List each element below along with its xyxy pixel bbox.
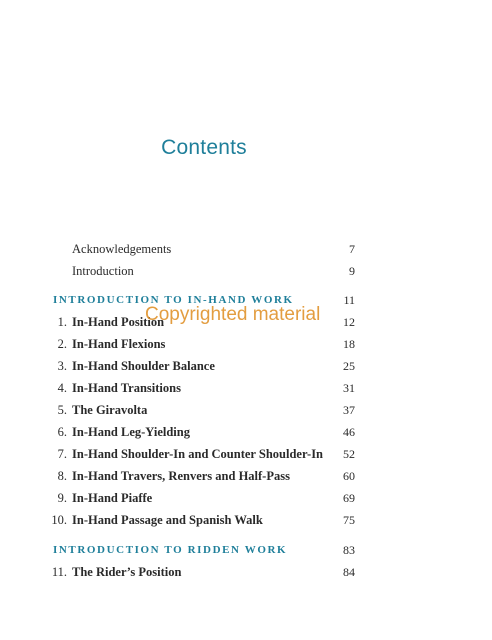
toc-entry-label: Introduction [72, 264, 134, 278]
toc-chapter[interactable] [0, 510, 492, 530]
chapter-title: In-Hand Travers, Renvers and Half-Pass [72, 469, 290, 483]
chapter-number: 1. [57, 315, 67, 329]
chapter-title: In-Hand Shoulder-In and Counter Shoulder-In [72, 447, 324, 461]
chapter-number: 9. [57, 491, 67, 505]
chapter-title: In-Hand Flexions [72, 337, 166, 351]
chapter-title: In-Hand Passage and Spanish Walk [72, 513, 263, 527]
chapter-number: 3. [57, 359, 67, 373]
chapter-page: 31 [343, 381, 355, 395]
chapter-page: 18 [343, 337, 355, 351]
page-title: Contents [161, 136, 247, 159]
toc-chapter[interactable] [0, 562, 492, 582]
toc-chapter[interactable] [0, 356, 492, 376]
toc-chapter[interactable] [0, 466, 492, 486]
chapter-number: 11. [51, 565, 67, 579]
toc-section-label: INTRODUCTION TO IN-HAND WORK [53, 294, 294, 306]
toc-section[interactable] [0, 540, 492, 560]
chapter-number: 7. [57, 447, 67, 461]
copyright-watermark: Copyrighted material [145, 304, 321, 325]
chapter-title: In-Hand Transitions [72, 381, 181, 395]
chapter-number: 4. [57, 381, 67, 395]
chapter-title: In-Hand Leg-Yielding [72, 425, 190, 439]
chapter-page: 25 [343, 359, 355, 373]
chapter-number: 10. [51, 513, 67, 527]
chapter-number: 5. [57, 403, 67, 417]
chapter-page: 46 [343, 425, 355, 439]
chapter-title: In-Hand Position [72, 315, 165, 329]
chapter-number: 2. [57, 337, 67, 351]
toc-chapter[interactable] [0, 488, 492, 508]
chapter-title: In-Hand Shoulder Balance [72, 359, 215, 373]
chapter-page: 69 [343, 491, 355, 505]
chapter-title: In-Hand Piaffe [72, 491, 153, 505]
toc-chapter[interactable] [0, 378, 492, 398]
toc-chapter[interactable] [0, 400, 492, 420]
toc-entry-page: 9 [349, 264, 355, 278]
toc-chapter[interactable] [0, 334, 492, 354]
toc-entry[interactable] [0, 239, 492, 259]
chapter-page: 75 [343, 513, 355, 527]
chapter-page: 52 [343, 447, 355, 461]
toc-section-label: INTRODUCTION TO RIDDEN WORK [53, 544, 288, 556]
chapter-title: The Giravolta [72, 403, 148, 417]
chapter-page: 84 [343, 565, 355, 579]
toc-section-page: 11 [343, 293, 355, 307]
chapter-page: 37 [343, 403, 355, 417]
toc-entry[interactable] [0, 261, 492, 281]
chapter-title: The Rider’s Position [72, 565, 182, 579]
chapter-page: 60 [343, 469, 355, 483]
toc-entry-page: 7 [349, 242, 355, 256]
toc-entry-label: Acknowledgements [72, 242, 172, 256]
chapter-page: 12 [343, 315, 355, 329]
toc-chapter[interactable] [0, 422, 492, 442]
chapter-number: 8. [57, 469, 67, 483]
toc-section-page: 83 [343, 543, 355, 557]
chapter-number: 6. [57, 425, 67, 439]
toc-chapter[interactable] [0, 444, 492, 464]
